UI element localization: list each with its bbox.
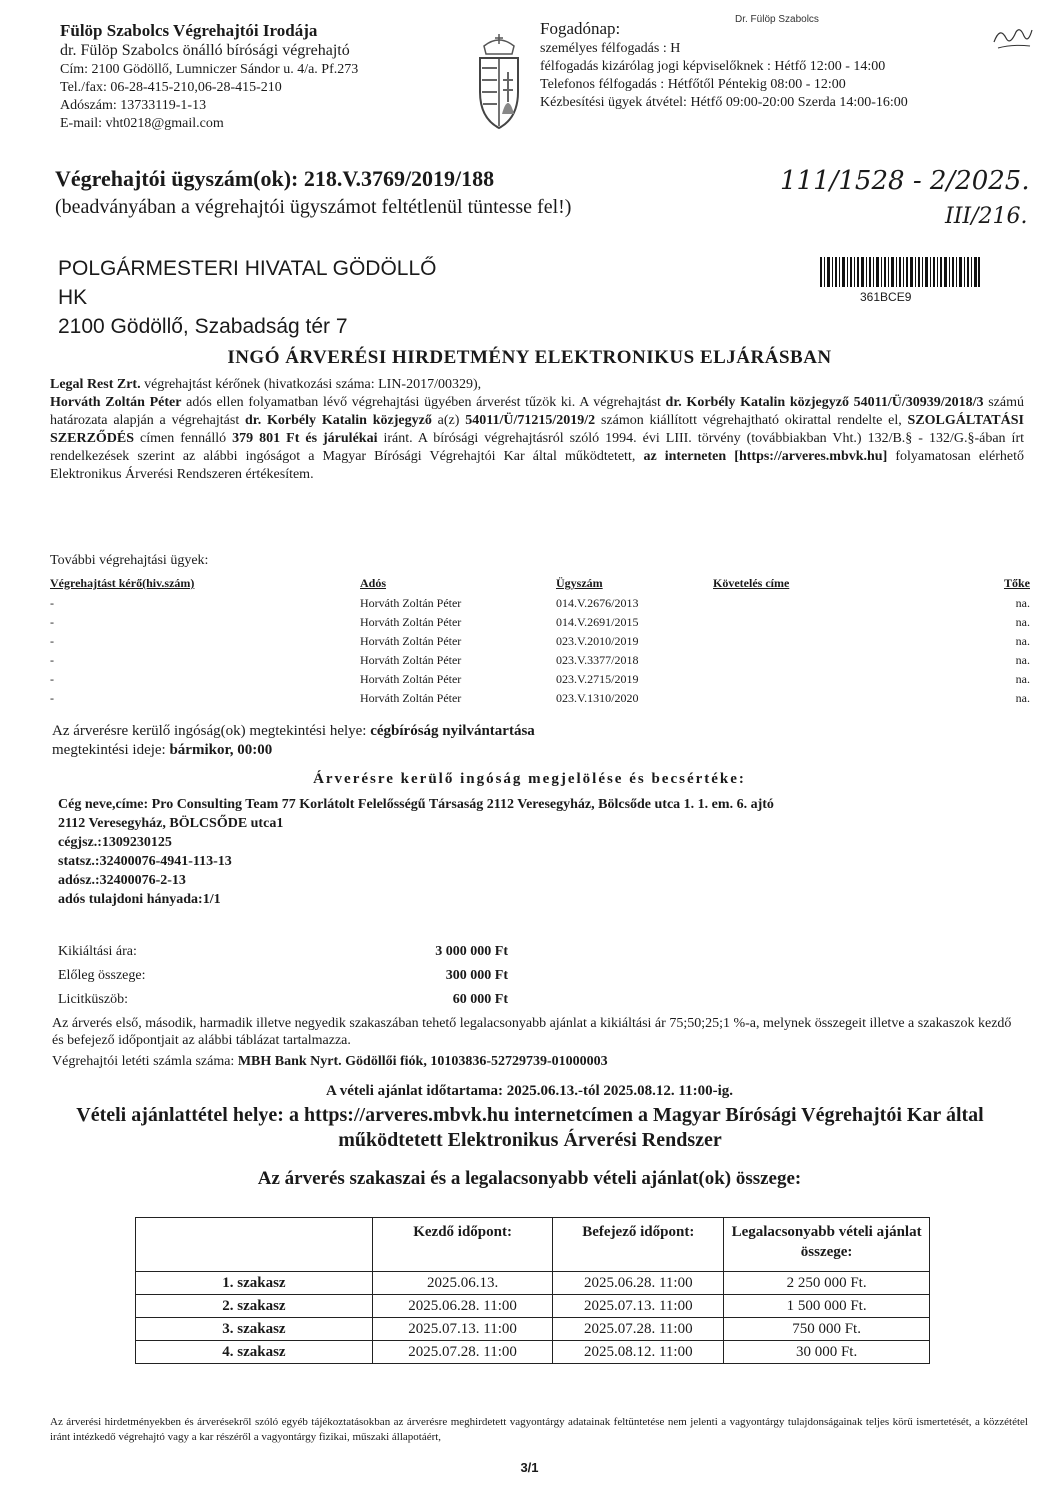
barcode-label: 361BCE9 — [860, 290, 912, 304]
notary-name: dr. Korbély Katalin közjegyző — [245, 413, 432, 428]
account-value: MBH Bank Nyrt. Gödöllői fiók, 10103836-52729739-01000003 — [237, 1054, 608, 1069]
escrow-account — [52, 1054, 608, 1070]
column-header: Végrehajtást kérő(hiv.szám) — [50, 576, 195, 590]
table-cell: na. — [1015, 615, 1030, 629]
intro-text: adós ellen folyamatban lévő végrehajtási ügyében árverést tűzök ki. A végrehajtást — [181, 395, 666, 410]
table-header-row — [136, 1218, 930, 1272]
item-line: statsz.:32400076-4941-113-13 — [58, 854, 232, 869]
intro-paragraph — [50, 376, 1024, 484]
reception-line: személyes félfogadás : H — [540, 41, 681, 56]
document-number: 54011/Ü/71215/2019/2 — [465, 413, 596, 428]
table-row — [50, 670, 1030, 689]
table-row — [136, 1341, 930, 1364]
other-cases-table — [50, 574, 1030, 708]
viewing-place: cégbíróság nyilvántartása — [370, 723, 535, 739]
item-line: adósz.:32400076-2-13 — [58, 873, 186, 888]
stage-end: 2025.07.13. 11:00 — [553, 1295, 724, 1318]
recipient-street: 2100 Gödöllő, Szabadság tér 7 — [58, 315, 348, 338]
table-cell: na. — [1015, 596, 1030, 610]
intro-text: a(z) — [431, 413, 466, 428]
stage-note: Az árverés első, második, harmadik illetve negyedik szakaszában tehető legalacsonyabb ajánlat a kikiáltási ár 75;50;25;1 %-a, melynek összegeit illetve a szakaszok kezdő és befejező időpontjait az alábbi táblázat tartalmazza. — [52, 1016, 1012, 1048]
stage-min-offer: 1 500 000 Ft. — [724, 1295, 930, 1318]
intro-text: számon kiállított végrehajtható okirattal rendelte el, — [595, 413, 908, 428]
office-phone: Tel./fax: 06-28-415-210,06-28-415-210 — [60, 80, 282, 95]
recipient-line2: HK — [58, 286, 88, 309]
price-label: Licitküszöb: — [58, 992, 128, 1007]
coat-of-arms-icon — [470, 32, 528, 132]
reception-hours — [540, 18, 1010, 112]
table-cell: Horváth Zoltán Péter — [360, 653, 462, 667]
table-cell — [713, 670, 983, 689]
stage-name: 2. szakasz — [136, 1295, 373, 1318]
handwritten-registry-number: 111/1528 - 2/2025. — [780, 166, 1030, 196]
handwritten-registry-number-2: III/216. — [945, 204, 1028, 229]
viewing-time: bármikor, 00:00 — [169, 742, 273, 758]
creditor-name: Legal Rest Zrt. — [50, 377, 141, 392]
table-cell — [713, 594, 983, 613]
table-cell: Horváth Zoltán Péter — [360, 615, 462, 629]
office-address: Cím: 2100 Gödöllő, Lumniczer Sándor u. 4/a. Pf.273 — [60, 62, 359, 77]
office-stamp: Dr. Fülöp Szabolcs — [735, 14, 819, 25]
other-cases-heading — [50, 553, 1030, 569]
table-row — [136, 1295, 930, 1318]
table-cell — [713, 689, 983, 708]
table-row — [50, 613, 1030, 632]
column-header: Ügyszám — [556, 576, 603, 590]
table-cell: Horváth Zoltán Péter — [360, 596, 462, 610]
table-row — [136, 1318, 930, 1341]
item-line: adós tulajdoni hányada:1/1 — [58, 892, 221, 907]
debtor-name: Horváth Zoltán Péter — [50, 395, 182, 410]
table-cell — [713, 613, 983, 632]
items-list — [58, 795, 774, 909]
offer-place: Vételi ajánlattétel helye: a https://arveres.mbvk.hu internetcímen a Magyar Bírósági Végrehajtói Kar által működtetett Elektronikus Árverési Rendszer — [76, 1104, 984, 1151]
reception-title: Fogadónap: — [540, 19, 621, 38]
viewing-place-label: Az árverésre kerülő ingóság(ok) megtekintési helye: — [52, 723, 371, 739]
price-row — [58, 988, 508, 1012]
stage-start: 2025.06.28. 11:00 — [372, 1295, 553, 1318]
table-row — [136, 1272, 930, 1295]
case-number: Végrehajtói ügyszám(ok): 218.V.3769/2019/188 — [55, 166, 495, 191]
table-cell: - — [50, 634, 54, 648]
table-cell: 014.V.2691/2015 — [556, 615, 639, 629]
viewing-time-label: megtekintési ideje: — [52, 742, 170, 758]
reception-line: félfogadás kizárólag jogi képviselőknek : Hétfő 12:00 - 14:00 — [540, 59, 886, 74]
stage-start: 2025.07.28. 11:00 — [372, 1341, 553, 1364]
office-name: Fülöp Szabolcs Végrehajtói Irodája — [60, 21, 318, 40]
stage-end: 2025.08.12. 11:00 — [553, 1341, 724, 1364]
stages-title: Az árverés szakaszai és a legalacsonyabb vételi ajánlat(ok) összege: — [257, 1168, 802, 1189]
officer-name: dr. Fülöp Szabolcs önálló bírósági végrehajtó — [60, 42, 350, 59]
footer-disclaimer: Az árverési hirdetményekben és árverésekről szóló egyéb tájékoztatásokban az árverésre meghirdetett vagyontárgy adatainak feltüntetése nem jelenti a vagyontárgy tulajdonságainak teljes körű ismertetését, a közzététel iránt intézkedő végrehajtó vagy a kar részéről a vagyontárgy fizikai, műszaki állapotáért, — [50, 1416, 1028, 1443]
price-label: Előleg összege: — [58, 968, 146, 983]
office-header — [60, 20, 480, 133]
table-cell: - — [50, 596, 54, 610]
table-cell: na. — [1015, 691, 1030, 705]
price-value: 60 000 Ft — [452, 992, 508, 1007]
table-row — [50, 689, 1030, 708]
document-title: INGÓ ÁRVERÉSI HIRDETMÉNY ELEKTRONIKUS ELJÁRÁSBAN — [227, 347, 832, 368]
table-cell — [713, 632, 983, 651]
price-row — [58, 964, 508, 988]
table-cell: Horváth Zoltán Péter — [360, 691, 462, 705]
office-email: E-mail: vht0218@gmail.com — [60, 116, 224, 131]
stage-name: 1. szakasz — [136, 1272, 373, 1295]
column-header: Kezdő időpont: — [372, 1218, 553, 1272]
table-cell: 023.V.3377/2018 — [556, 653, 639, 667]
recipient-address — [58, 254, 436, 341]
table-row — [50, 594, 1030, 613]
auction-url: az interneten [https://arveres.mbvk.hu] — [643, 449, 888, 464]
stage-name: 3. szakasz — [136, 1318, 373, 1341]
column-header: Legalacsonyabb vételi ajánlat összege: — [724, 1218, 930, 1272]
table-cell: - — [50, 653, 54, 667]
barcode-icon — [820, 257, 980, 287]
column-header: Tőke — [1003, 576, 1030, 590]
intro-text: iránt. A bírósági végrehajtásról szóló 1994. évi LIII. törvény (továbbiakban Vht.) 132/B.§ - 132/G.§-ában írt rendelkezések szerint az alábbi ingóságot a Magyar Bírósági Végrehajtói Kar által működtetett, — [50, 431, 1024, 464]
table-cell: - — [50, 672, 54, 686]
item-line: Cég neve,címe: Pro Consulting Team 77 Korlátolt Felelősségű Társaság 2112 Veresegyház, Bölcsőde utca 1. 1. em. 6. ajtó — [58, 797, 774, 812]
column-header — [136, 1218, 373, 1272]
column-header: Követelés címe — [713, 576, 790, 590]
table-cell: 014.V.2676/2013 — [556, 596, 639, 610]
item-line: 2112 Veresegyház, BÖLCSŐDE utca1 — [58, 816, 284, 831]
table-cell: - — [50, 691, 54, 705]
items-title: Árverésre kerülő ingóság megjelölése és becsértéke: — [313, 771, 746, 787]
price-row — [58, 940, 508, 964]
table-cell: na. — [1015, 634, 1030, 648]
table-cell: 023.V.1310/2020 — [556, 691, 639, 705]
account-label: Végrehajtói letéti számla száma: — [52, 1054, 238, 1069]
stage-start: 2025.06.13. — [372, 1272, 553, 1295]
price-label: Kikiáltási ára: — [58, 944, 137, 959]
price-value: 3 000 000 Ft — [435, 944, 508, 959]
table-cell — [713, 651, 983, 670]
notary-reference: dr. Korbély Katalin közjegyző 54011/Ü/30939/2018/3 — [665, 395, 984, 410]
reception-line: Kézbesítési ügyek átvétel: Hétfő 09:00-20:00 Szerda 14:00-16:00 — [540, 95, 908, 110]
table-cell: 023.V.2715/2019 — [556, 672, 639, 686]
column-header: Adós — [360, 576, 387, 590]
intro-text: folyamatosan elérhető Elektronikus Árverési Rendszeren értékesítem. — [50, 449, 1024, 482]
intro-text: végrehajtást kérőnek (hivatkozási száma: LIN-2017/00329), — [140, 377, 482, 392]
table-cell: na. — [1015, 653, 1030, 667]
stage-min-offer: 750 000 Ft. — [724, 1318, 930, 1341]
page-number: 3/1 — [520, 1460, 539, 1475]
table-row — [50, 651, 1030, 670]
signature-icon — [990, 22, 1036, 52]
table-cell: Horváth Zoltán Péter — [360, 634, 462, 648]
stage-name: 4. szakasz — [136, 1341, 373, 1364]
price-list — [58, 940, 508, 1012]
intro-text: számú határozata alapján a végrehajtást — [50, 395, 1025, 428]
item-line: cégjsz.:1309230125 — [58, 835, 172, 850]
other-cases-title: További végrehajtási ügyek: — [50, 553, 209, 568]
stage-end: 2025.06.28. 11:00 — [553, 1272, 724, 1295]
case-note: (beadványában a végrehajtói ügyszámot feltétlenül tüntesse fel!) — [55, 196, 572, 218]
offer-period: A vételi ajánlat időtartama: 2025.06.13.-tól 2025.08.12. 11:00-ig. — [325, 1083, 734, 1099]
table-cell: 023.V.2010/2019 — [556, 634, 639, 648]
reception-line: Telefonos félfogadás : Hétfőtől Péntekig 08:00 - 12:00 — [540, 77, 846, 92]
column-header: Befejező időpont: — [553, 1218, 724, 1272]
contract-title: SZOLGÁLTATÁSI SZERZŐDÉS — [50, 413, 1024, 446]
stage-start: 2025.07.13. 11:00 — [372, 1318, 553, 1341]
intro-text: címen fennálló — [134, 431, 233, 446]
stage-end: 2025.07.28. 11:00 — [553, 1318, 724, 1341]
table-cell: Horváth Zoltán Péter — [360, 672, 462, 686]
stage-min-offer: 30 000 Ft. — [724, 1341, 930, 1364]
claim-amount: 379 801 Ft és járulékai — [232, 431, 378, 446]
table-cell: na. — [1015, 672, 1030, 686]
viewing-info — [52, 722, 535, 760]
price-value: 300 000 Ft — [445, 968, 508, 983]
table-cell: - — [50, 615, 54, 629]
recipient-name: POLGÁRMESTERI HIVATAL GÖDÖLLŐ — [58, 257, 437, 280]
office-tax-id: Adószám: 13733119-1-13 — [60, 98, 207, 113]
stages-table — [135, 1217, 930, 1364]
table-header-row — [50, 574, 1030, 594]
table-row — [50, 632, 1030, 651]
stage-min-offer: 2 250 000 Ft. — [724, 1272, 930, 1295]
